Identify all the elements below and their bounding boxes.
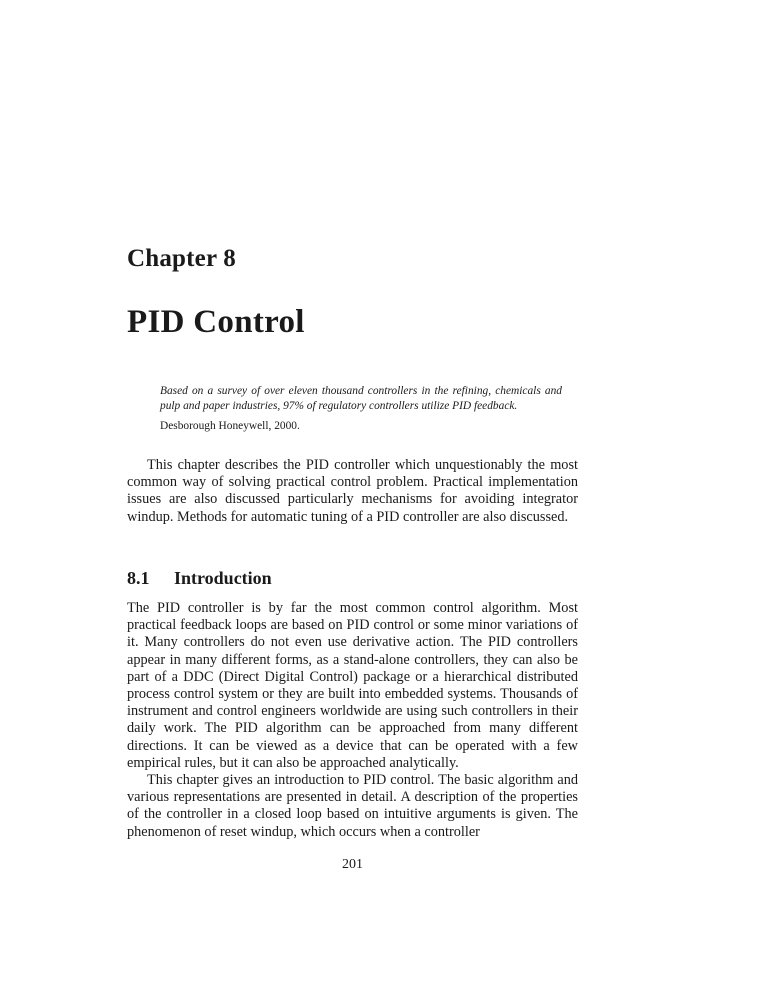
section-title: Introduction — [174, 568, 272, 588]
section-body — [127, 600, 578, 841]
intro-paragraph: This chapter describes the PID controller which unquestionably the most common way of solving practical control problem. Practical implementation issues are also discussed particularly mechanisms for avoiding integrator windup. Methods for automatic tuning of a PID controller are also discussed. — [127, 457, 578, 525]
epigraph — [160, 384, 562, 434]
section-heading — [127, 566, 272, 590]
chapter-label: Chapter 8 — [127, 245, 236, 272]
section-paragraph-1: The PID controller is by far the most common control algorithm. Most practical feedback loops are based on PID control or some minor variations of it. Many controllers do not even use derivative action. The PID controllers appear in many different forms, as a stand-alone controllers, they can also be part of a DDC (Direct Digital Control) package or a hierarchical distributed process control system or they are built into embedded systems. Thousands of instrument and control engineers worldwide are using such controllers in their daily work. The PID algorithm can be approached from many different directions. It can be viewed as a device that can be operated with a few empirical rules, but it can also be approached analytically. — [127, 600, 578, 771]
chapter-title: PID Control — [127, 304, 305, 340]
section-number: 8.1 — [127, 568, 150, 588]
epigraph-source: Desborough Honeywell, 2000. — [160, 420, 300, 432]
section-paragraph-2: This chapter gives an introduction to PID control. The basic algorithm and various representations are presented in detail. A description of the properties of the controller in a closed loop based on intuitive arguments is given. The phenomenon of reset windup, which occurs when a controller — [127, 772, 578, 840]
epigraph-quote: Based on a survey of over eleven thousand controllers in the refining, chemicals and pulp and paper industries, 97% of regulatory controllers utilize PID feedback. — [160, 385, 562, 412]
page-number: 201 — [342, 857, 363, 872]
chapter-intro — [127, 457, 578, 526]
